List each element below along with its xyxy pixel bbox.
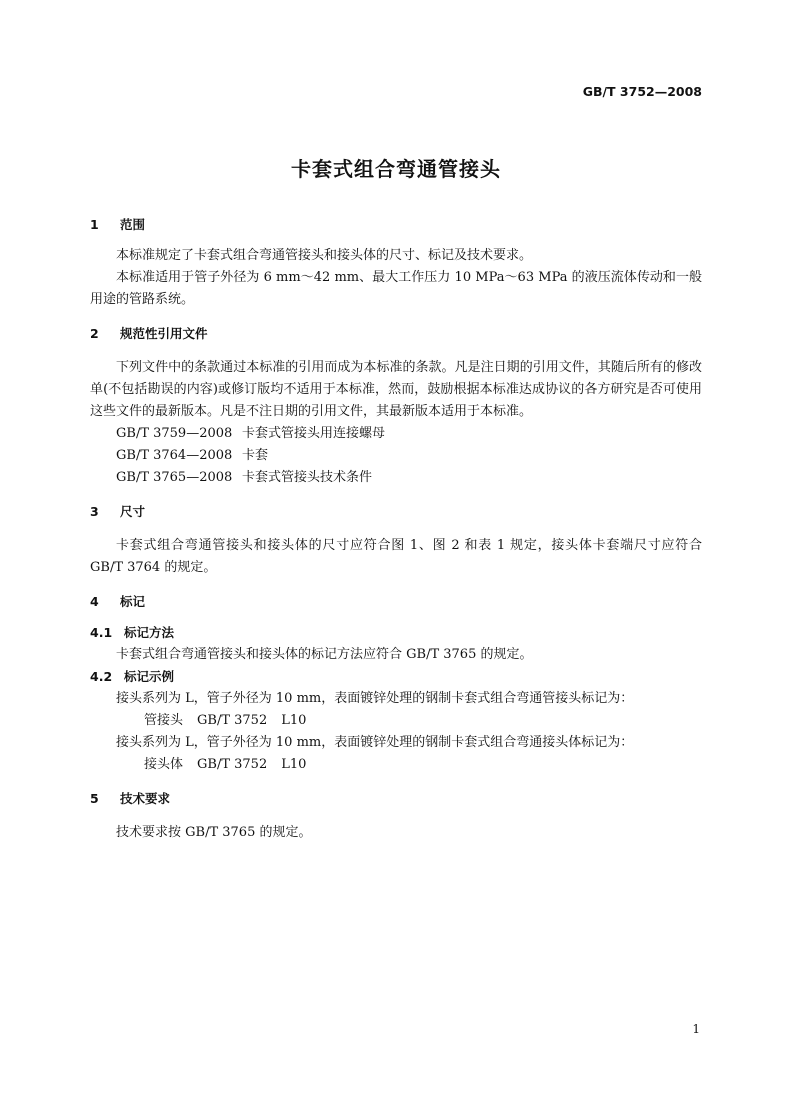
marking-standard: GB/T 3752: [197, 713, 268, 728]
marking-code: L10: [281, 757, 307, 772]
paragraph: 本标准适用于管子外径为 6 mm～42 mm、最大工作压力 10 MPa～63 MPa 的液压流体传动和一般用途的管路系统。: [90, 270, 702, 307]
section-3-heading: [90, 501, 702, 523]
example-description: 接头系列为 L，管子外径为 10 mm，表面镀锌处理的钢制卡套式组合弯通接头体标记为：: [116, 735, 634, 750]
reference-title: 卡套: [242, 448, 269, 463]
section-number: 4: [90, 594, 99, 609]
subsection-title: 标记方法: [124, 625, 175, 640]
section-title: 范围: [120, 217, 146, 232]
subsection-title: 标记示例: [124, 669, 175, 684]
paragraph: 下列文件中的条款通过本标准的引用而成为本标准的条款。凡是注日期的引用文件，其随后所有的修改单(不包括勘误的内容)或修订版均不适用于本标准，然而，鼓励根据本标准达成协议的各方研究是否可使用这些文件的最新版本。凡是不注日期的引用文件，其最新版本适用于本标准。: [90, 360, 702, 419]
section-title: 技术要求: [120, 791, 171, 806]
marking-name: 接头体: [144, 757, 184, 772]
paragraph: 本标准规定了卡套式组合弯通管接头和接头体的尺寸、标记及技术要求。: [116, 248, 533, 263]
section-5-heading: [90, 788, 702, 810]
example-marking: [90, 710, 702, 732]
page-number: 1: [692, 1022, 700, 1036]
paragraph: 卡套式组合弯通管接头和接头体的尺寸应符合图 1、图 2 和表 1 规定，接头体卡套端尺寸应符合 GB/T 3764 的规定。: [90, 538, 702, 575]
marking-standard: GB/T 3752: [197, 757, 268, 772]
reference-item: [90, 445, 702, 467]
reference-title: 卡套式管接头用连接螺母: [242, 426, 386, 441]
reference-code: GB/T 3765—2008: [116, 470, 233, 485]
section-number: 2: [90, 326, 99, 341]
section-4-heading: [90, 591, 702, 613]
paragraph: 卡套式组合弯通管接头和接头体的标记方法应符合 GB/T 3765 的规定。: [116, 647, 533, 662]
reference-code: GB/T 3764—2008: [116, 448, 233, 463]
section-1-heading: [90, 214, 702, 236]
reference-title: 卡套式管接头技术条件: [242, 470, 373, 485]
subsection-number: 4.2: [90, 669, 113, 684]
marking-name: 管接头: [144, 713, 184, 728]
reference-code: GB/T 3759—2008: [116, 426, 233, 441]
section-number: 1: [90, 217, 99, 232]
document-title: 卡套式组合弯通管接头: [291, 157, 501, 181]
reference-item: [90, 423, 702, 445]
section-number: 3: [90, 504, 99, 519]
marking-code: L10: [281, 713, 307, 728]
document-body: [90, 214, 702, 844]
section-title: 规范性引用文件: [120, 326, 208, 341]
section-title: 标记: [120, 594, 146, 609]
subsection-4-1-heading: [90, 622, 702, 644]
subsection-number: 4.1: [90, 625, 113, 640]
example-description: 接头系列为 L，管子外径为 10 mm，表面镀锌处理的钢制卡套式组合弯通管接头标记为：: [116, 691, 634, 706]
subsection-4-2-heading: [90, 666, 702, 688]
section-title: 尺寸: [120, 504, 146, 519]
reference-item: [90, 467, 702, 489]
standard-code: GB/T 3752—2008: [582, 84, 702, 99]
paragraph: 技术要求按 GB/T 3765 的规定。: [116, 825, 312, 840]
section-2-heading: [90, 323, 702, 345]
example-marking: [90, 754, 702, 776]
section-number: 5: [90, 791, 99, 806]
